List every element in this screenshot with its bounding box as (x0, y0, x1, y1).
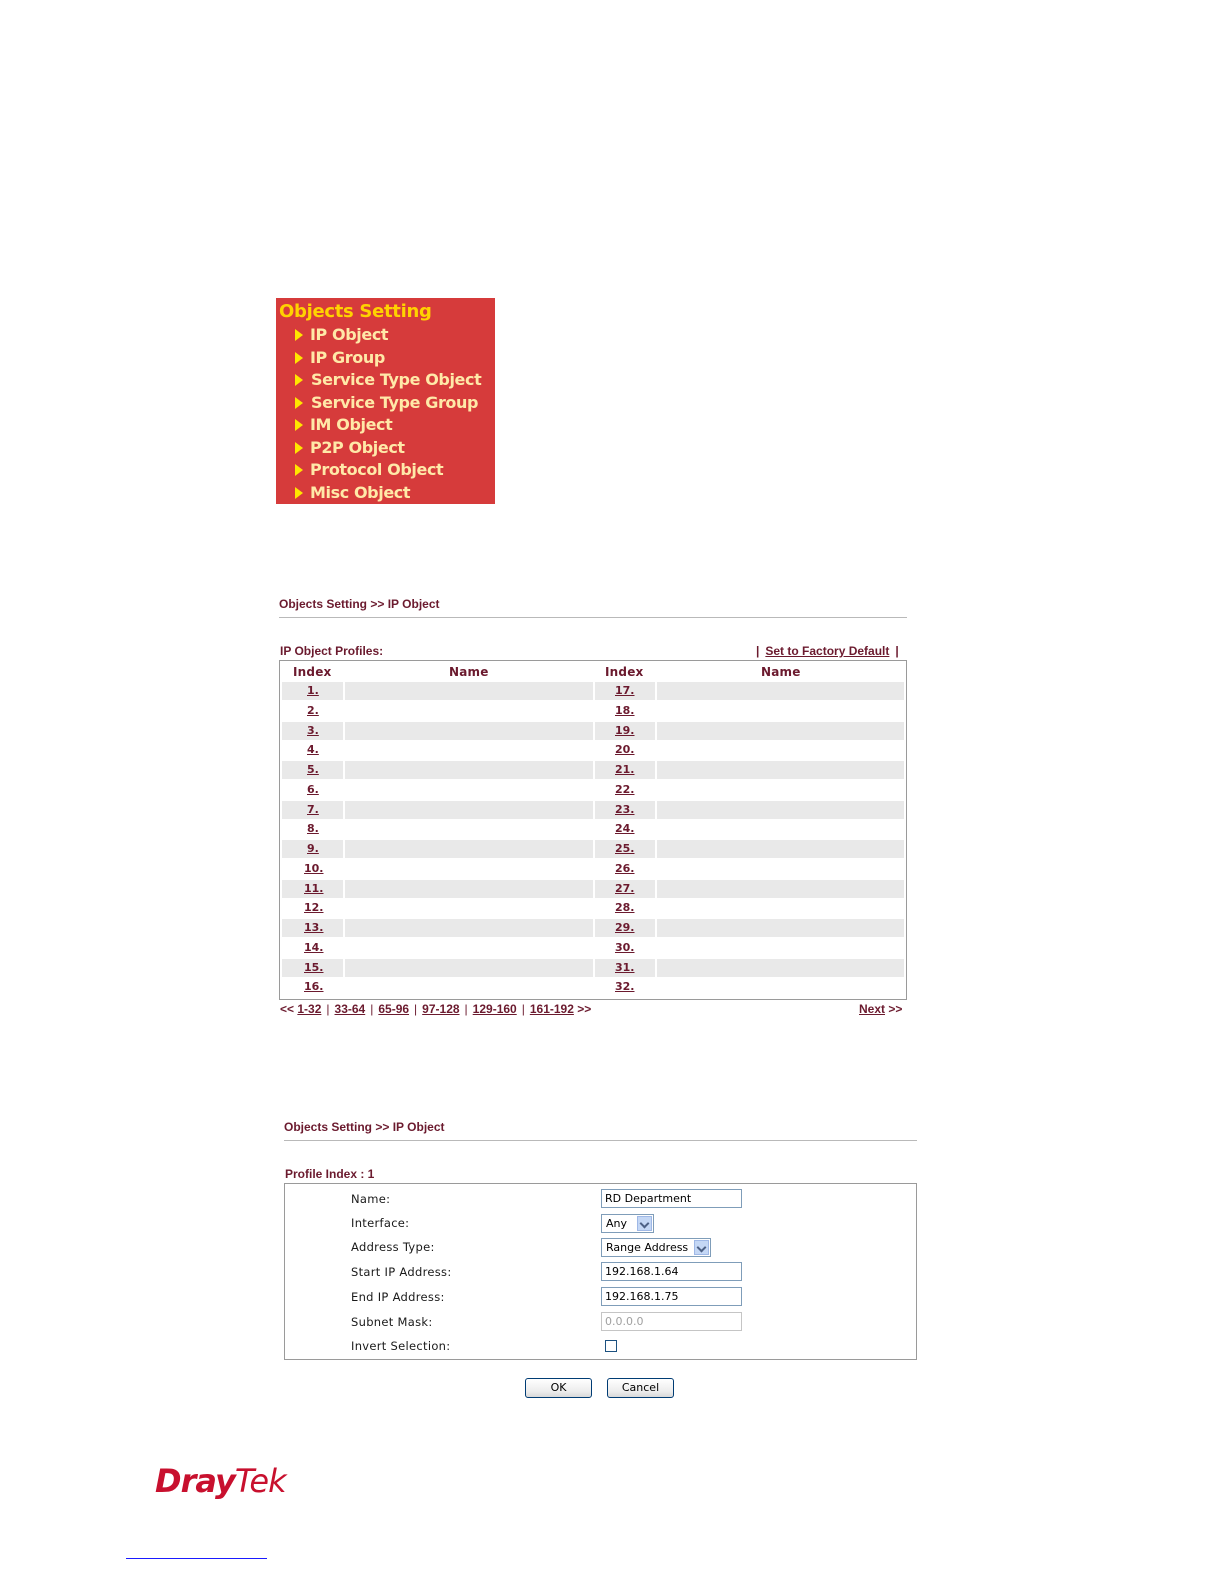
menu-item-p2p-object[interactable]: P2P Object (276, 437, 495, 460)
list-breadcrumb: Objects Setting >> IP Object (279, 597, 440, 611)
end-ip-input[interactable] (601, 1287, 742, 1306)
index-link[interactable]: 5. (307, 763, 319, 776)
menu-title: Objects Setting (279, 301, 432, 322)
objects-setting-menu (276, 298, 495, 504)
table-row (282, 919, 904, 937)
name-cell (345, 840, 593, 858)
index-link[interactable]: 21. (615, 763, 635, 776)
name-cell (345, 880, 593, 898)
name-cell (657, 880, 904, 898)
page-link-33-64[interactable]: 33-64 (334, 1002, 366, 1016)
address-type-label: Address Type: (351, 1240, 435, 1254)
address-type-select[interactable]: Range Address (601, 1238, 711, 1257)
name-cell (657, 801, 904, 819)
table-row (282, 978, 904, 996)
footer-link-underline (126, 1558, 267, 1559)
name-cell (345, 761, 593, 779)
index-link[interactable]: 19. (615, 723, 635, 737)
name-cell (657, 682, 904, 700)
name-input[interactable] (601, 1189, 742, 1208)
column-header-index-right: Index (605, 665, 644, 679)
cancel-button[interactable]: Cancel (607, 1378, 674, 1398)
name-cell (345, 702, 593, 720)
column-header-name-left: Name (449, 665, 489, 679)
table-row (282, 741, 904, 759)
index-link[interactable]: 16. (304, 980, 324, 994)
index-link[interactable]: 30. (615, 940, 635, 954)
triangle-right-icon (295, 374, 303, 386)
index-link[interactable]: 24. (615, 822, 635, 836)
name-cell (345, 899, 593, 917)
page-link-1-32[interactable]: 1-32 (297, 1002, 322, 1016)
table-row (282, 860, 904, 878)
index-link[interactable]: 20. (615, 743, 635, 757)
interface-label: Interface: (351, 1216, 410, 1230)
factory-default-bar: | Set to Factory Default | (756, 644, 899, 658)
table-row (282, 761, 904, 779)
index-link[interactable]: 9. (307, 842, 319, 855)
name-cell (345, 860, 593, 878)
subnet-mask-input[interactable] (601, 1312, 742, 1331)
index-link[interactable]: 2. (307, 703, 319, 717)
set-factory-default-link[interactable]: Set to Factory Default (765, 644, 890, 658)
triangle-right-icon (295, 487, 303, 499)
table-row (282, 880, 904, 898)
menu-item-protocol-object[interactable]: Protocol Object (276, 459, 495, 482)
profile-index-label: Profile Index : 1 (285, 1167, 375, 1181)
name-cell (345, 919, 593, 937)
name-cell (657, 919, 904, 937)
table-row (282, 939, 904, 957)
table-row (282, 959, 904, 977)
index-link[interactable]: 18. (615, 703, 635, 717)
index-link[interactable]: 3. (307, 723, 319, 737)
triangle-right-icon (295, 442, 303, 454)
index-link[interactable]: 31. (615, 960, 635, 974)
name-cell (657, 702, 904, 720)
table-row (282, 781, 904, 799)
index-link[interactable]: 6. (307, 782, 319, 796)
menu-item-im-object[interactable]: IM Object (276, 414, 495, 437)
table-row (282, 840, 904, 858)
name-cell (657, 741, 904, 759)
index-link[interactable]: 26. (615, 861, 635, 875)
index-link[interactable]: 14. (304, 940, 324, 954)
index-link[interactable]: 8. (307, 822, 319, 836)
ok-button[interactable]: OK (525, 1378, 592, 1398)
name-cell (345, 801, 593, 819)
triangle-right-icon (295, 419, 303, 431)
index-link[interactable]: 1. (307, 684, 319, 697)
name-cell (657, 860, 904, 878)
index-link[interactable]: 28. (615, 901, 635, 915)
edit-breadcrumb: Objects Setting >> IP Object (284, 1120, 445, 1134)
table-row (282, 899, 904, 917)
menu-item-ip-group[interactable]: IP Group (276, 347, 495, 370)
name-cell (657, 978, 904, 996)
table-row (282, 722, 904, 740)
name-cell (657, 939, 904, 957)
index-link[interactable]: 27. (615, 881, 635, 895)
name-cell (657, 959, 904, 977)
table-row (282, 820, 904, 838)
name-cell (345, 820, 593, 838)
name-cell (345, 781, 593, 799)
pager: << 1-32 | 33-64 | 65-96 | 97-128 | 129-160 | 161-192 >> (280, 1002, 592, 1016)
interface-select[interactable]: Any (601, 1214, 654, 1233)
edit-divider (284, 1140, 917, 1141)
subnet-mask-label: Subnet Mask: (351, 1315, 433, 1329)
index-link[interactable]: 17. (615, 684, 635, 697)
chevron-down-icon (694, 1240, 709, 1255)
name-cell (345, 682, 593, 700)
index-link[interactable]: 23. (615, 802, 635, 816)
triangle-right-icon (295, 329, 303, 341)
triangle-right-icon (295, 352, 303, 364)
table-row (282, 801, 904, 819)
page-link-161-192[interactable]: 161-192 (529, 1002, 574, 1016)
page-link-97-128[interactable]: 97-128 (422, 1002, 460, 1016)
list-divider (279, 617, 907, 618)
index-link[interactable]: 7. (307, 802, 319, 816)
page-link-129-160[interactable]: 129-160 (472, 1002, 517, 1016)
name-cell (345, 978, 593, 996)
name-cell (345, 959, 593, 977)
index-link[interactable]: 4. (307, 743, 319, 757)
page-link-65-96[interactable]: 65-96 (378, 1002, 410, 1016)
index-link[interactable]: 22. (615, 782, 635, 796)
index-link[interactable]: 11. (304, 881, 324, 895)
next-page-link[interactable]: Next (859, 1002, 886, 1016)
name-cell (657, 761, 904, 779)
name-cell (657, 840, 904, 858)
name-cell (345, 722, 593, 740)
name-cell (345, 939, 593, 957)
index-link[interactable]: 29. (615, 921, 635, 934)
name-cell (345, 741, 593, 759)
start-ip-input[interactable] (601, 1262, 742, 1281)
index-link[interactable]: 12. (304, 901, 324, 915)
invert-selection-checkbox[interactable] (605, 1340, 617, 1352)
ip-object-profiles-label: IP Object Profiles: (280, 644, 384, 658)
index-link[interactable]: 15. (304, 960, 324, 974)
column-header-name-right: Name (761, 665, 801, 679)
menu-item-service-type-group[interactable]: Service Type Group (276, 392, 495, 415)
end-ip-label: End IP Address: (351, 1290, 445, 1304)
name-label: Name: (351, 1192, 391, 1206)
draytek-logo: DrayTek (155, 1462, 286, 1500)
invert-selection-label: Invert Selection: (351, 1339, 451, 1353)
triangle-right-icon (295, 397, 303, 409)
index-link[interactable]: 25. (615, 842, 635, 855)
start-ip-label: Start IP Address: (351, 1265, 452, 1279)
index-link[interactable]: 32. (615, 980, 635, 994)
table-row (282, 702, 904, 720)
triangle-right-icon (295, 464, 303, 476)
menu-item-service-type-object[interactable]: Service Type Object (276, 369, 495, 392)
index-link[interactable]: 10. (304, 861, 324, 875)
index-link[interactable]: 13. (304, 921, 324, 934)
column-header-index-left: Index (293, 665, 332, 679)
name-cell (657, 722, 904, 740)
name-cell (657, 820, 904, 838)
table-row (282, 682, 904, 700)
name-cell (657, 899, 904, 917)
menu-item-ip-object[interactable]: IP Object (276, 324, 495, 347)
name-cell (657, 781, 904, 799)
chevron-down-icon (637, 1216, 652, 1231)
menu-item-misc-object[interactable]: Misc Object (276, 482, 495, 505)
next-page: Next >> (859, 1002, 903, 1016)
